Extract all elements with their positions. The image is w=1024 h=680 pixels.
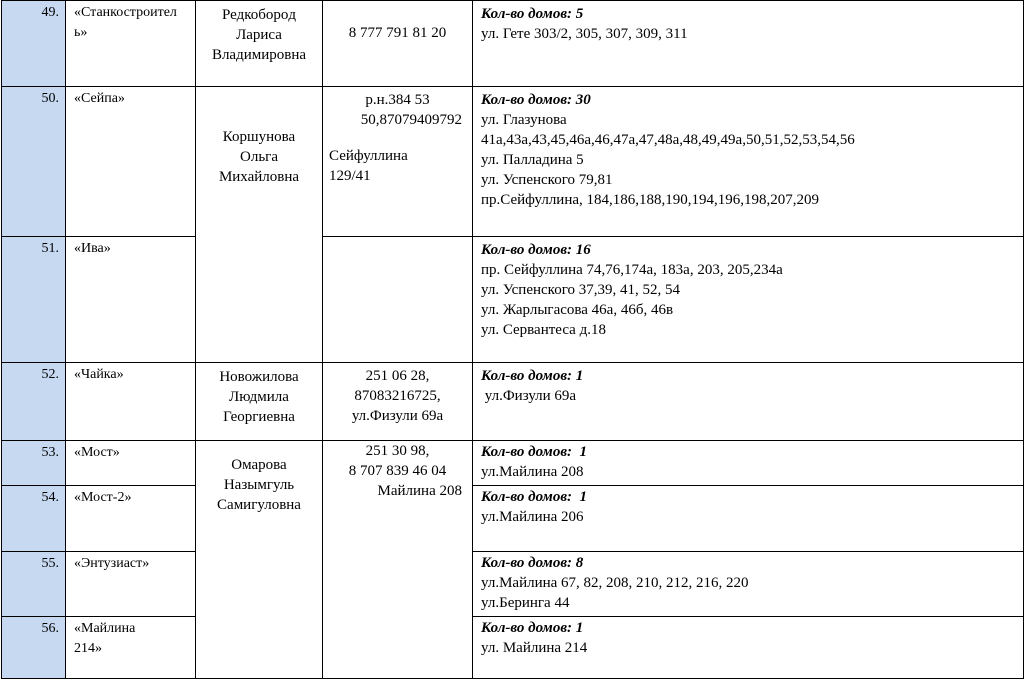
address-line: ул. Глазунова — [481, 112, 567, 128]
row-number: 50. — [2, 87, 66, 237]
house-count: Кол-во домов: 1 — [481, 444, 588, 460]
address-cell — [473, 237, 1024, 363]
house-count: Кол-во домов: 16 — [481, 242, 591, 258]
organization-name: «Энтузиаст» — [66, 552, 196, 617]
person-line: Омарова — [231, 457, 287, 473]
person-line: Георгиевна — [223, 409, 295, 425]
phone-line: ул.Физули 69а — [351, 408, 444, 424]
address-line: ул.Беринга 44 — [481, 595, 570, 611]
address-line: ул. Палладина 5 — [481, 152, 584, 168]
house-count: Кол-во домов: 30 — [481, 92, 591, 108]
phone-line: 8 777 791 81 20 — [348, 25, 447, 41]
contact-person — [196, 1, 323, 87]
phone-line: р.н.384 53 — [365, 92, 430, 108]
contact-person — [196, 87, 323, 363]
address-line: ул. Сервантеса д.18 — [481, 322, 606, 338]
contact-phone — [323, 441, 473, 679]
address-cell — [473, 486, 1024, 552]
name-line: ь» — [74, 25, 88, 40]
address-line: ул.Майлина 206 — [481, 509, 584, 525]
person-line: Редкоборoд — [221, 7, 297, 23]
name-line: «Станкостроител — [74, 5, 177, 20]
phone-line: 251 30 98, — [365, 443, 430, 459]
row-number: 53. — [2, 441, 66, 486]
phone-line: 50,87079409792 — [360, 112, 462, 128]
house-count: Кол-во домов: 1 — [481, 489, 588, 505]
person-line: Коршунова — [222, 129, 296, 145]
address-cell — [473, 1, 1024, 87]
table-row — [2, 486, 1024, 552]
person-line: Владимировна — [211, 47, 307, 63]
organization-name: «Мост-2» — [66, 486, 196, 552]
name-line: 214» — [74, 641, 102, 656]
row-number: 56. — [2, 617, 66, 679]
house-count: Кол-во домов: 8 — [481, 555, 584, 571]
person-line: Людмила — [229, 389, 289, 405]
spacer — [329, 130, 466, 146]
phone-line: 8 707 839 46 04 — [348, 463, 447, 479]
address-line: ул. Гете 303/2, 305, 307, 309, 311 — [481, 26, 688, 42]
address-line: пр.Сейфуллина, 184,186,188,190,194,196,198,207,209 — [481, 192, 820, 208]
row-number: 54. — [2, 486, 66, 552]
table-row — [2, 552, 1024, 617]
contact-phone — [323, 1, 473, 87]
table-row — [2, 617, 1024, 679]
organization-name: «Мост» — [66, 441, 196, 486]
address-line: ул. Успенского 79,81 — [481, 172, 613, 188]
person-line: Ольга — [240, 149, 278, 165]
address-line: пр. Сейфуллина 74,76,174а, 183а, 203, 205,234а — [481, 262, 783, 278]
table-row — [2, 87, 1024, 237]
name-line: «Майлина — [74, 621, 136, 636]
row-number: 51. — [2, 237, 66, 363]
house-count: Кол-во домов: 1 — [481, 620, 584, 636]
contact-phone — [323, 363, 473, 441]
table-row — [2, 441, 1024, 486]
person-line: Самигуловна — [217, 497, 301, 513]
address-line: ул. Майлина 214 — [481, 640, 588, 656]
table-row — [2, 1, 1024, 87]
contact-phone — [323, 237, 473, 363]
row-number: 52. — [2, 363, 66, 441]
address-line: ул.Майлина 208 — [481, 464, 584, 480]
contact-phone — [323, 87, 473, 237]
address-cell — [473, 363, 1024, 441]
phone-line: 87083216725, — [354, 388, 441, 404]
person-line: Лариса — [236, 27, 282, 43]
phone-line: 251 06 28, — [365, 368, 430, 384]
phone-line: Сейфуллина — [329, 148, 408, 164]
address-cell — [473, 441, 1024, 486]
address-line: ул. Жарлыгасова 46а, 46б, 46в — [481, 302, 674, 318]
house-count: Кол-во домов: 5 — [481, 6, 584, 22]
address-cell — [473, 87, 1024, 237]
table-row — [2, 237, 1024, 363]
person-line: Назымгуль — [223, 477, 295, 493]
phone-line: 129/41 — [329, 168, 371, 184]
organizations-table — [1, 0, 1024, 679]
address-cell — [473, 617, 1024, 679]
contact-person — [196, 363, 323, 441]
row-number: 55. — [2, 552, 66, 617]
person-line: Новожилова — [219, 369, 299, 385]
table-row — [2, 363, 1024, 441]
organization-name: «Чайка» — [66, 363, 196, 441]
organization-name: «Сейпа» — [66, 87, 196, 237]
address-line: 41а,43а,43,45,46а,46,47а,47,48а,48,49,49а,50,51,52,53,54,56 — [481, 132, 855, 148]
contact-person — [196, 441, 323, 679]
person-line: Михайловна — [218, 169, 300, 185]
house-count: Кол-во домов: 1 — [481, 368, 584, 384]
phone-line: Майлина 208 — [377, 483, 462, 499]
row-number: 49. — [2, 1, 66, 87]
address-cell — [473, 552, 1024, 617]
organization-name — [66, 1, 196, 87]
organization-name: «Ива» — [66, 237, 196, 363]
organization-name — [66, 617, 196, 679]
address-line: ул.Майлина 67, 82, 208, 210, 212, 216, 220 — [481, 575, 749, 591]
address-line: ул.Физули 69а — [481, 388, 577, 404]
address-line: ул. Успенского 37,39, 41, 52, 54 — [481, 282, 680, 298]
